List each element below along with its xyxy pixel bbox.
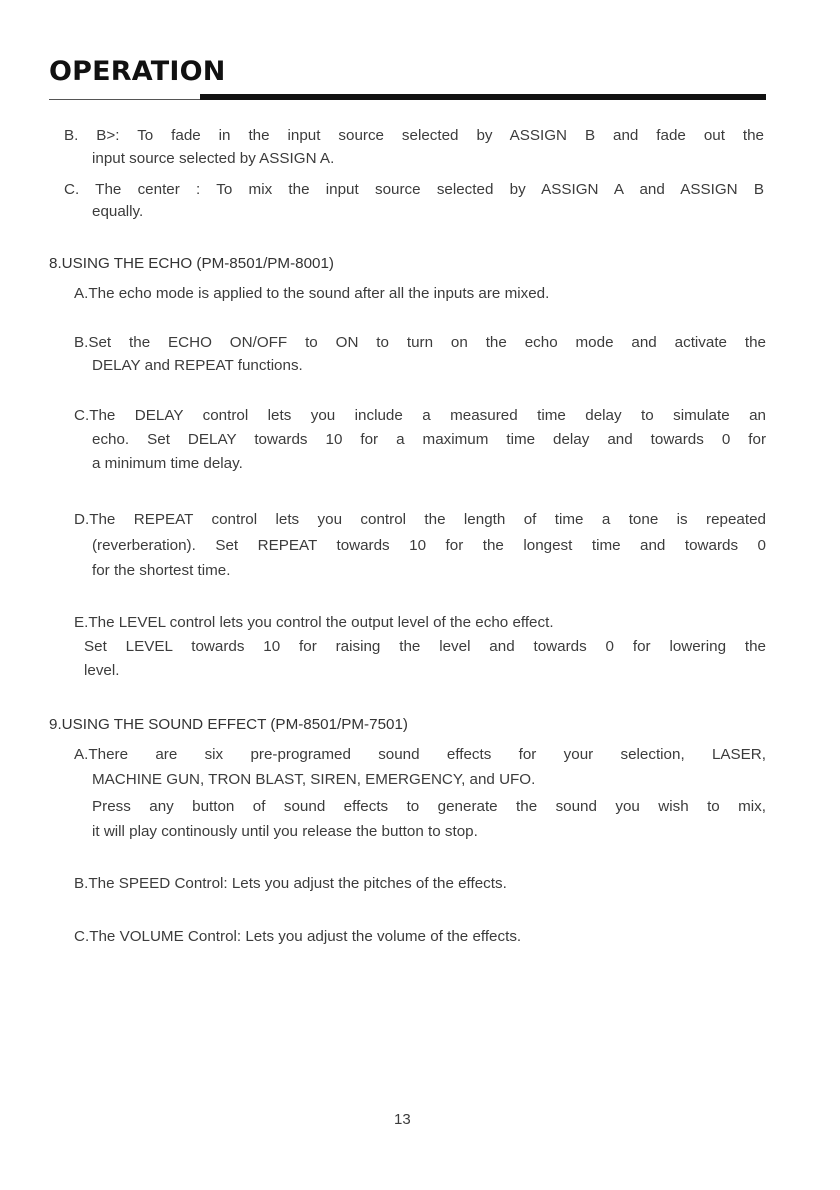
title-underline-thick: [200, 94, 766, 100]
echo-item-e-line-2: Set LEVEL towards 10 for raising the level and towards 0 for lowering the: [84, 638, 766, 655]
page-title: OPERATION: [49, 56, 226, 87]
sound-effect-item-a-line-2: MACHINE GUN, TRON BLAST, SIREN, EMERGENCY, and UFO.: [92, 771, 536, 788]
echo-item-b-line-1: B.Set the ECHO ON/OFF to ON to turn on the echo mode and activate the: [74, 334, 766, 351]
crossfade-item-c-line-2: equally.: [92, 203, 144, 220]
sound-effect-item-a-line-1: A.There are six pre-programed sound effects for your selection, LASER,: [74, 746, 766, 763]
echo-item-e-line-1: E.The LEVEL control lets you control the output level of the echo effect.: [74, 614, 554, 631]
echo-item-a-line-1: A.The echo mode is applied to the sound after all the inputs are mixed.: [74, 285, 550, 302]
section-heading-sound-effect: 9.USING THE SOUND EFFECT (PM-8501/PM-7501): [49, 716, 408, 733]
echo-item-c-line-2: echo. Set DELAY towards 10 for a maximum time delay and towards 0 for: [92, 431, 766, 448]
crossfade-item-b-line-1: B. B>: To fade in the input source selected by ASSIGN B and fade out the: [64, 127, 764, 144]
crossfade-item-c-line-1: C. The center : To mix the input source selected by ASSIGN A and ASSIGN B: [64, 181, 764, 198]
page-number: 13: [394, 1111, 411, 1128]
sound-effect-item-a-line-3: Press any button of sound effects to generate the sound you wish to mix,: [92, 798, 766, 815]
sound-effect-item-a-line-4: it will play continously until you release the button to stop.: [92, 823, 478, 840]
echo-item-b-line-2: DELAY and REPEAT functions.: [92, 357, 303, 374]
echo-item-d-line-2: (reverberation). Set REPEAT towards 10 for the longest time and towards 0: [92, 537, 766, 554]
echo-item-d-line-1: D.The REPEAT control lets you control the length of time a tone is repeated: [74, 511, 766, 528]
section-heading-echo: 8.USING THE ECHO (PM-8501/PM-8001): [49, 255, 334, 272]
echo-item-d-line-3: for the shortest time.: [92, 562, 231, 579]
echo-item-c-line-3: a minimum time delay.: [92, 455, 243, 472]
sound-effect-item-b-line-1: B.The SPEED Control: Lets you adjust the pitches of the effects.: [74, 875, 507, 892]
sound-effect-item-c-line-1: C.The VOLUME Control: Lets you adjust the volume of the effects.: [74, 928, 522, 945]
crossfade-item-b-line-2: input source selected by ASSIGN A.: [92, 150, 335, 167]
echo-item-e-line-3: level.: [84, 662, 120, 679]
echo-item-c-line-1: C.The DELAY control lets you include a measured time delay to simulate an: [74, 407, 766, 424]
